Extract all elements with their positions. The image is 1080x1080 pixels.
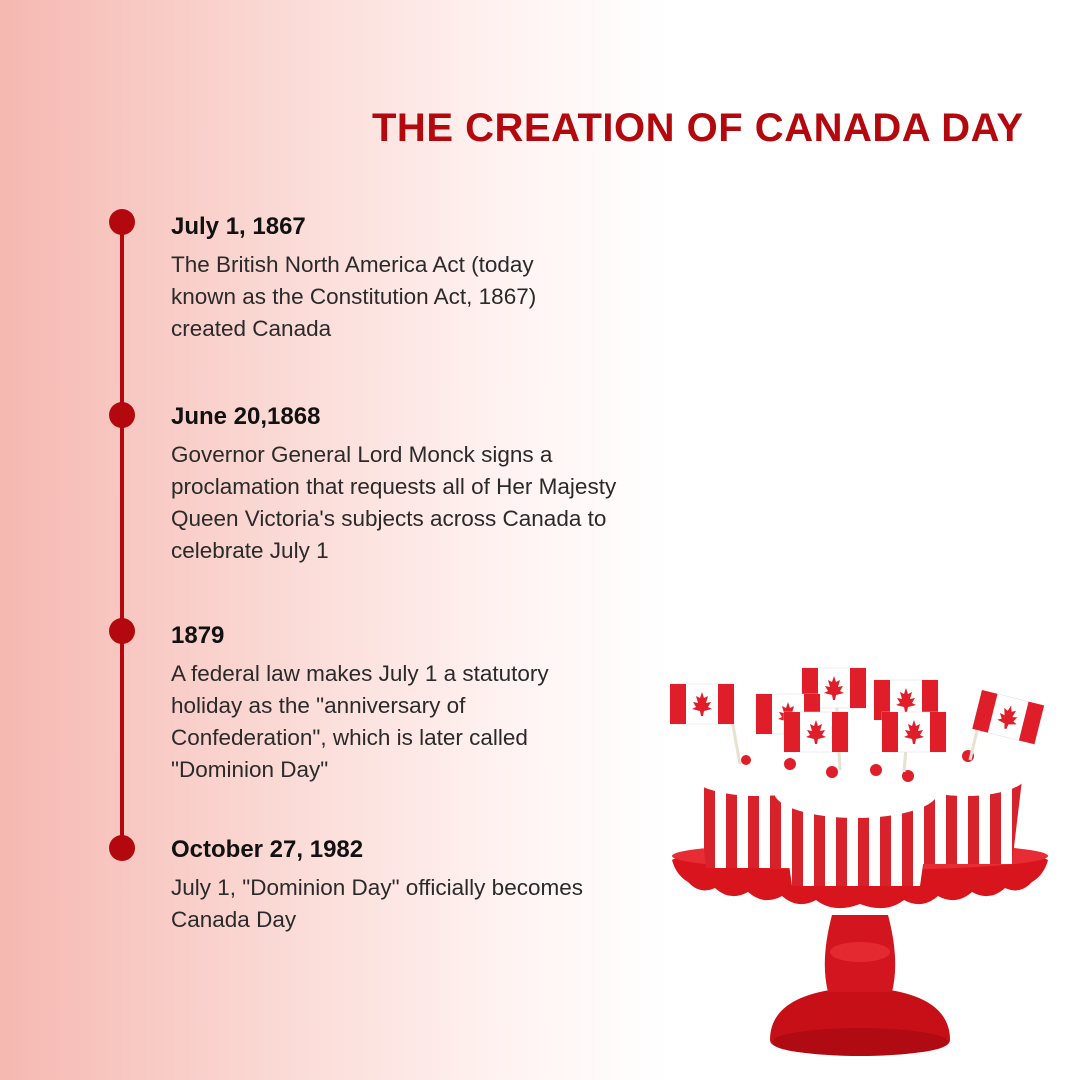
page-title: THE CREATION OF CANADA DAY [372,106,1024,150]
timeline-description: July 1, "Dominion Day" officially becomes Canada Day [171,875,583,932]
timeline-line [120,222,124,848]
timeline-dot-3 [109,618,135,644]
timeline-dot-2 [109,402,135,428]
cupcakes-illustration [660,660,1060,1060]
timeline-date: 1879 [171,622,225,649]
timeline-entry [171,836,641,936]
timeline-entry [171,622,641,786]
timeline-description: Governor General Lord Monck signs a proclamation that requests all of Her Majesty Queen Victoria's subjects across Canada to celebrate July 1 [171,442,617,563]
cupcakes-with-flags-icon [660,660,1060,1060]
timeline-date: July 1, 1867 [171,213,306,240]
timeline-date: June 20,1868 [171,403,321,430]
timeline-date: October 27, 1982 [171,836,364,863]
timeline-entry [171,403,641,567]
timeline-description: A federal law makes July 1 a statutory holiday as the "anniversary of Confederation", which is later called "Dominion Day" [171,661,549,782]
timeline-description: The British North America Act (today known as the Constitution Act, 1867) created Canada [171,252,537,341]
timeline-dot-1 [109,209,135,235]
timeline-entry [171,213,641,345]
timeline-dot-4 [109,835,135,861]
